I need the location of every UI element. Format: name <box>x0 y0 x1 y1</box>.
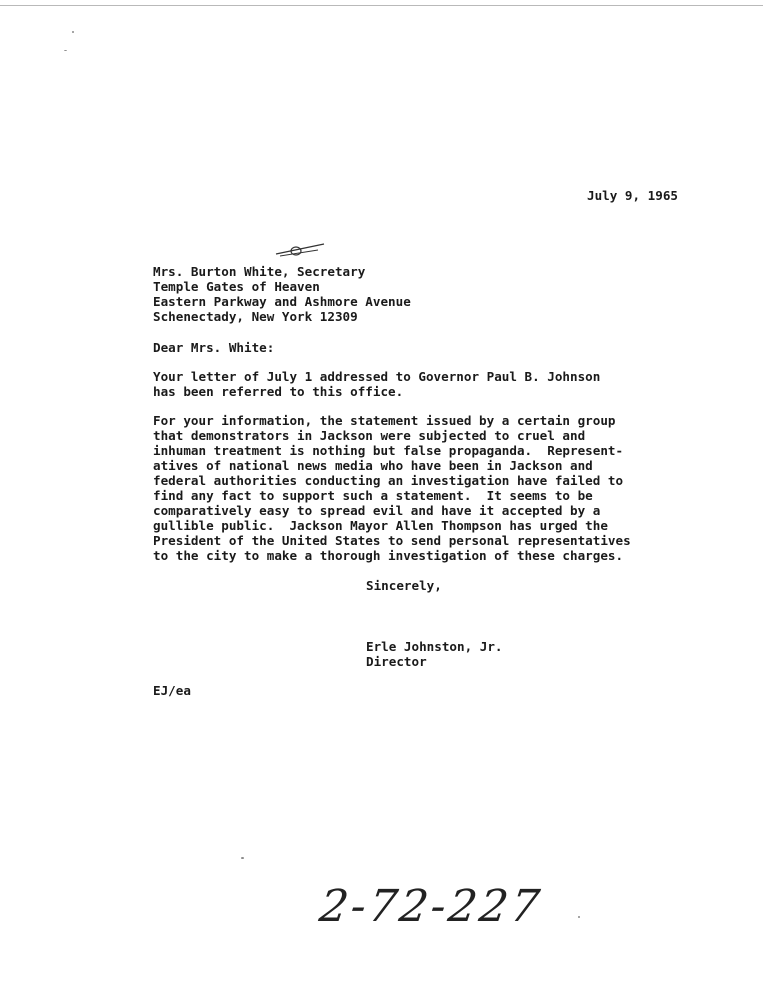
paragraph-line: that demonstrators in Jackson were subjected to cruel and <box>153 428 586 443</box>
recipient-city-line: Schenectady, New York 12309 <box>153 309 358 324</box>
body-paragraph-2 <box>153 413 631 563</box>
scan-speck <box>241 857 244 859</box>
scan-speck <box>72 31 74 33</box>
paragraph-line: comparatively easy to spread evil and have it accepted by a <box>153 503 601 518</box>
typist-initials: EJ/ea <box>153 683 191 698</box>
paragraph-line: to the city to make a thorough investigation of these charges. <box>153 548 624 563</box>
closing: Sincerely, <box>366 578 442 593</box>
signer-title: Director <box>366 654 427 669</box>
paragraph-line: gullible public. Jackson Mayor Allen Thompson has urged the <box>153 518 608 533</box>
letter-date: July 9, 1965 <box>587 188 678 203</box>
paragraph-line: inhuman treatment is nothing but false propaganda. Represent- <box>153 443 624 458</box>
signer-name: Erle Johnston, Jr. <box>366 639 503 654</box>
top-edge-rule <box>0 5 763 6</box>
recipient-name-line: Mrs. Burton White, Secretary <box>153 264 366 279</box>
paragraph-line: Your letter of July 1 addressed to Governor Paul B. Johnson <box>153 369 601 384</box>
paragraph-line: federal authorities conducting an investigation have failed to <box>153 473 624 488</box>
paragraph-line: President of the United States to send personal representatives <box>153 533 631 548</box>
recipient-street-line: Eastern Parkway and Ashmore Avenue <box>153 294 411 309</box>
body-paragraph-1 <box>153 369 600 399</box>
scan-speck <box>578 916 580 918</box>
recipient-address <box>153 264 411 324</box>
paragraph-line: atives of national news media who have been in Jackson and <box>153 458 593 473</box>
hand-mark <box>274 240 330 260</box>
paragraph-line: For your information, the statement issued by a certain group <box>153 413 616 428</box>
handwritten-file-number: 2-72-227 <box>316 881 546 932</box>
paragraph-line: find any fact to support such a statement. It seems to be <box>153 488 593 503</box>
scan-speck <box>64 50 67 51</box>
recipient-organization-line: Temple Gates of Heaven <box>153 279 320 294</box>
paragraph-line: has been referred to this office. <box>153 384 404 399</box>
salutation: Dear Mrs. White: <box>153 340 275 355</box>
signature-block <box>366 639 502 669</box>
